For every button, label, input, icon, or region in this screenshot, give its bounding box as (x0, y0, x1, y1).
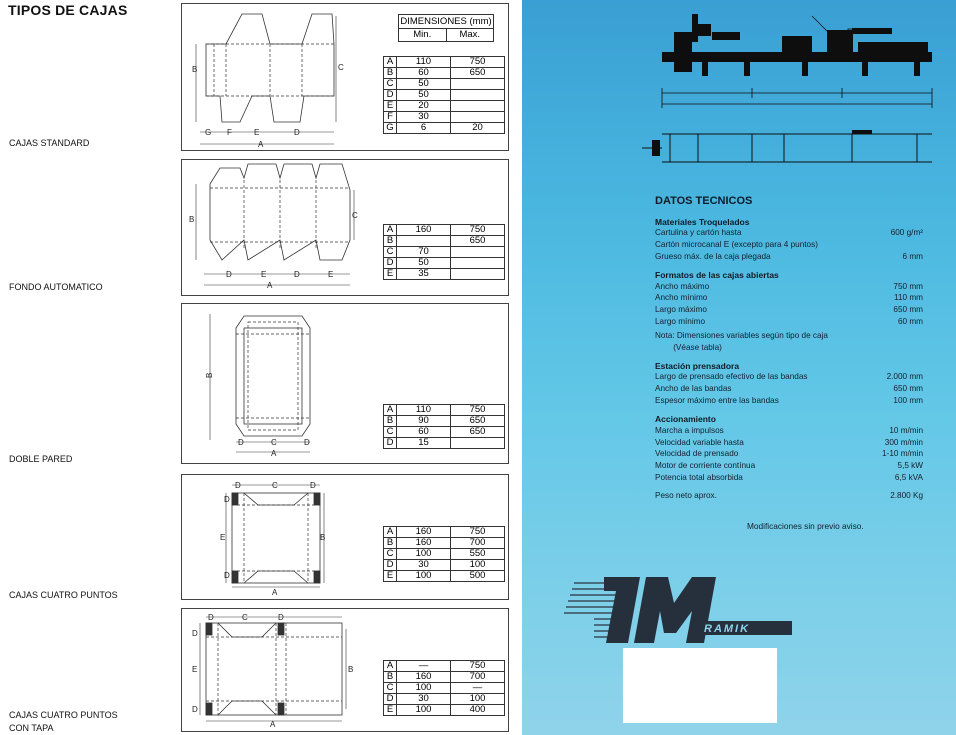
svg-text:D: D (238, 438, 244, 447)
cell: C (384, 549, 397, 560)
table-row (384, 57, 505, 68)
svg-text:D: D (294, 270, 300, 279)
svg-text:C: C (272, 481, 278, 490)
spec-key: Largo de prensado efectivo de las bandas (655, 372, 808, 381)
cell: 500 (451, 571, 505, 582)
cell: 750 (451, 527, 505, 538)
spec-row (655, 293, 923, 302)
table-row (384, 90, 505, 101)
dim-table-cajas-standard (383, 56, 505, 134)
spec-value: 10 m/min (889, 426, 923, 435)
cell: 20 (397, 101, 451, 112)
svg-text:D: D (192, 629, 198, 638)
table-row (384, 269, 505, 280)
table-row (384, 101, 505, 112)
spec-key: Velocidad de prensado (655, 449, 739, 458)
dim-header-title: DIMENSIONES (mm) (400, 16, 492, 27)
cell: 160 (397, 225, 451, 236)
logo-text: RAMIK (704, 623, 751, 635)
spec-row (655, 438, 923, 447)
cell: 650 (451, 416, 505, 427)
cell: C (384, 247, 397, 258)
diagram-cajas-standard (182, 4, 382, 150)
svg-text:E: E (261, 270, 267, 279)
right-page (522, 0, 956, 735)
cell: 100 (451, 694, 505, 705)
label-line-2: CON TAPA (9, 723, 54, 733)
cell: 30 (397, 112, 451, 123)
svg-text:D: D (226, 270, 232, 279)
section-heading: Accionamiento (655, 414, 716, 424)
table-row (384, 694, 505, 705)
cell: 100 (451, 560, 505, 571)
cell: C (384, 683, 397, 694)
cell: 60 (397, 427, 451, 438)
spec-key: Largo máximo (655, 305, 707, 314)
dim-header-min: Min. (399, 29, 447, 41)
cell: 750 (451, 405, 505, 416)
table-row (384, 247, 505, 258)
spec-value: 5,5 kW (897, 461, 923, 470)
spec-row (655, 252, 923, 261)
spec-row (655, 228, 923, 237)
page-title: TIPOS DE CAJAS (8, 2, 128, 18)
spec-row (655, 240, 923, 249)
spec-row (655, 426, 923, 435)
table-row (384, 705, 505, 716)
spec-key: Espesor máximo entre las bandas (655, 396, 779, 405)
cell (451, 90, 505, 101)
svg-text:E: E (220, 533, 226, 542)
panel-fondo-automatico (181, 159, 509, 296)
table-row (384, 416, 505, 427)
cell: 30 (397, 694, 451, 705)
spec-key: Potencia total absorbida (655, 473, 743, 482)
cell: 100 (397, 705, 451, 716)
cell: D (384, 90, 397, 101)
table-row (384, 123, 505, 134)
panel-cuatro-puntos (181, 474, 509, 600)
table-row (384, 427, 505, 438)
svg-text:E: E (192, 665, 198, 674)
svg-text:D: D (278, 613, 284, 622)
table-row (384, 112, 505, 123)
cell (451, 101, 505, 112)
cell: 160 (397, 527, 451, 538)
cell (451, 247, 505, 258)
svg-text:B: B (348, 665, 354, 674)
cell: 30 (397, 560, 451, 571)
blank-label-box (623, 648, 777, 723)
panel-doble-pared (181, 303, 509, 464)
svg-text:E: E (254, 128, 260, 137)
cell: A (384, 405, 397, 416)
cell: 90 (397, 416, 451, 427)
section-heading: Formatos de las cajas abiertas (655, 270, 779, 280)
spec-value: 600 g/m² (890, 228, 923, 237)
diagram-cuatro-puntos-tapa (182, 609, 382, 731)
cell: 100 (397, 549, 451, 560)
spec-row (655, 372, 923, 381)
cell (451, 258, 505, 269)
ramik-logo (564, 573, 794, 648)
panel-cajas-standard (181, 3, 509, 151)
cell (451, 79, 505, 90)
svg-text:D: D (224, 571, 230, 580)
svg-text:B: B (205, 372, 214, 378)
cell: 50 (397, 79, 451, 90)
cell: A (384, 527, 397, 538)
cell: 110 (397, 57, 451, 68)
spec-key: Velocidad variable hasta (655, 438, 744, 447)
svg-text:C: C (242, 613, 248, 622)
spec-value: 6 mm (902, 252, 923, 261)
svg-text:D: D (235, 481, 241, 490)
table-row (384, 225, 505, 236)
cell: 400 (451, 705, 505, 716)
spec-key: Largo mínimo (655, 317, 706, 326)
svg-text:C: C (271, 438, 277, 447)
spec-row (655, 317, 923, 326)
dim-table-cuatro-puntos (383, 526, 505, 582)
table-row (384, 438, 505, 449)
spec-key: Cartón microcanal E (excepto para 4 puntos) (655, 240, 818, 249)
svg-text:A: A (258, 140, 264, 149)
spec-value: 2.000 mm (886, 372, 923, 381)
cell: D (384, 258, 397, 269)
dim-header-max: Max. (459, 29, 481, 40)
dim-table-cuatro-puntos-tapa (383, 660, 505, 716)
spec-value: 2.800 Kg (890, 491, 923, 500)
table-row (384, 672, 505, 683)
spec-value: 650 mm (893, 305, 923, 314)
cell: 750 (451, 661, 505, 672)
cell: D (384, 694, 397, 705)
spec-value: 300 m/min (884, 438, 923, 447)
spec-key: Marcha a impulsos (655, 426, 724, 435)
spec-row (655, 282, 923, 291)
svg-text:F: F (227, 128, 232, 137)
cell: 650 (451, 236, 505, 247)
svg-text:D: D (192, 705, 198, 714)
cell: — (397, 661, 451, 672)
cell (451, 112, 505, 123)
cell: 15 (397, 438, 451, 449)
cell: 70 (397, 247, 451, 258)
cell: 100 (397, 571, 451, 582)
cell: B (384, 236, 397, 247)
cell: C (384, 427, 397, 438)
cell: 50 (397, 258, 451, 269)
disclaimer-note: Modificaciones sin previo aviso. (747, 521, 864, 531)
spec-value: 1-10 m/min (882, 449, 923, 458)
spec-value: 6,5 kVA (894, 473, 923, 482)
spec-key: Cartulina y cartón hasta (655, 228, 742, 237)
cell: A (384, 57, 397, 68)
cell: 20 (451, 123, 505, 134)
spec-value: 650 mm (893, 384, 923, 393)
table-row (384, 79, 505, 90)
spec-row (655, 343, 923, 352)
cell: E (384, 571, 397, 582)
cell: A (384, 225, 397, 236)
spec-row (655, 396, 923, 405)
label-cuatro-puntos-tapa (9, 709, 118, 735)
svg-text:A: A (271, 449, 277, 458)
label-line-1: CAJAS CUATRO PUNTOS (9, 710, 118, 720)
spec-row (655, 305, 923, 314)
cell: B (384, 538, 397, 549)
dim-table-doble-pared (383, 404, 505, 449)
cell: 110 (397, 405, 451, 416)
diagram-doble-pared (182, 304, 382, 463)
svg-text:A: A (267, 281, 273, 290)
cell: 60 (397, 68, 451, 79)
table-row (384, 538, 505, 549)
svg-text:B: B (192, 65, 198, 74)
cell (397, 236, 451, 247)
cell (451, 269, 505, 280)
svg-text:G: G (205, 128, 212, 137)
spec-key: Ancho mínimo (655, 293, 708, 302)
label-cajas-standard: CAJAS STANDARD (9, 138, 90, 148)
svg-text:A: A (272, 588, 278, 597)
cell: G (384, 123, 397, 134)
spec-value: 110 mm (894, 293, 923, 302)
table-row (384, 661, 505, 672)
cell: 50 (397, 90, 451, 101)
table-row (384, 258, 505, 269)
table-row (384, 571, 505, 582)
spec-row (655, 384, 923, 393)
table-row (384, 683, 505, 694)
machine-side-view (522, 0, 956, 185)
spec-key: Nota: Dimensiones variables según tipo de caja (655, 331, 828, 340)
cell: 100 (397, 683, 451, 694)
cell: B (384, 672, 397, 683)
cell: 6 (397, 123, 451, 134)
table-row (384, 236, 505, 247)
svg-text:D: D (310, 481, 316, 490)
dim-header (398, 14, 494, 42)
cell: D (384, 438, 397, 449)
cell: B (384, 416, 397, 427)
label-doble-pared: DOBLE PARED (9, 454, 73, 464)
svg-text:D: D (304, 438, 310, 447)
spec-key: Peso neto aprox. (655, 491, 717, 500)
cell: — (451, 683, 505, 694)
cell: E (384, 101, 397, 112)
diagram-cuatro-puntos (182, 475, 382, 599)
table-row (384, 560, 505, 571)
spec-value: 60 mm (897, 317, 923, 326)
cell: 35 (397, 269, 451, 280)
spec-row (655, 461, 923, 470)
cell: 650 (451, 427, 505, 438)
dim-table-fondo-automatico (383, 224, 505, 280)
cell: F (384, 112, 397, 123)
spec-value: 100 mm (893, 396, 923, 405)
cell: B (384, 68, 397, 79)
diagram-fondo-automatico (182, 160, 382, 295)
table-row (384, 68, 505, 79)
cell: 160 (397, 538, 451, 549)
svg-text:D: D (208, 613, 214, 622)
cell (451, 438, 505, 449)
spec-key: Motor de corriente contínua (655, 461, 756, 470)
cell: 160 (397, 672, 451, 683)
datos-title: DATOS TECNICOS (655, 195, 753, 207)
cell: E (384, 269, 397, 280)
cell: C (384, 79, 397, 90)
svg-text:D: D (224, 495, 230, 504)
section-heading: Estación prensadora (655, 361, 740, 371)
cell: 750 (451, 57, 505, 68)
cell: A (384, 661, 397, 672)
spec-key: Ancho máximo (655, 282, 710, 291)
cell: 700 (451, 672, 505, 683)
svg-text:C: C (352, 211, 358, 220)
svg-text:A: A (270, 720, 276, 729)
svg-text:B: B (189, 215, 195, 224)
svg-text:B: B (320, 533, 326, 542)
svg-text:D: D (294, 128, 300, 137)
table-row (384, 549, 505, 560)
svg-text:C: C (338, 63, 344, 72)
spec-key: Ancho de las bandas (655, 384, 732, 393)
spec-row (655, 473, 923, 482)
cell: 700 (451, 538, 505, 549)
spec-row (655, 449, 923, 458)
cell: 750 (451, 225, 505, 236)
svg-text:E: E (328, 270, 334, 279)
label-cuatro-puntos: CAJAS CUATRO PUNTOS (9, 590, 118, 600)
spec-value: 750 mm (893, 282, 923, 291)
spec-row-weight (655, 491, 923, 500)
table-row (384, 405, 505, 416)
table-row (384, 527, 505, 538)
cell: E (384, 705, 397, 716)
section-heading: Materiales Troquelados (655, 217, 750, 227)
cell: 550 (451, 549, 505, 560)
spec-key: Grueso máx. de la caja plegada (655, 252, 771, 261)
spec-row (655, 331, 923, 340)
label-fondo-automatico: FONDO AUTOMATICO (9, 282, 103, 292)
panel-cuatro-puntos-tapa (181, 608, 509, 732)
cell: D (384, 560, 397, 571)
cell: 650 (451, 68, 505, 79)
spec-key: (Véase tabla) (655, 343, 722, 352)
